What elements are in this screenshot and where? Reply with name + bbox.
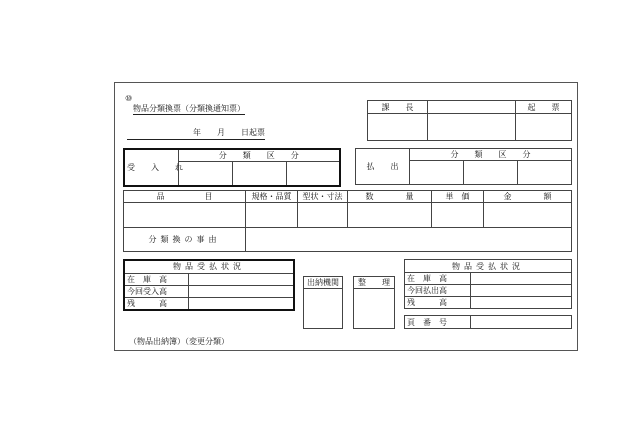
payout-cat-cell-3[interactable]	[518, 161, 572, 185]
receipt-cat-cell-3[interactable]	[286, 162, 340, 186]
spec-header: 規格・品質	[246, 191, 298, 203]
arrange-label: 整 理	[354, 277, 395, 289]
spec-cell[interactable]	[246, 203, 298, 228]
receipt-label: 受 入 れ	[124, 149, 178, 186]
page-number-table	[404, 315, 572, 329]
payout-cat-cell-2[interactable]	[464, 161, 518, 185]
shape-header: 型状・寸法	[298, 191, 348, 203]
right-status-value[interactable]	[471, 285, 572, 297]
payout-table	[355, 148, 572, 185]
chief-stamp-cell[interactable]	[368, 114, 428, 141]
left-status-row-label: 残 高	[124, 297, 188, 310]
office-label: 出納機関	[304, 277, 343, 289]
left-status-row-label: 今回受入高	[124, 285, 188, 297]
shape-cell[interactable]	[298, 203, 348, 228]
receipt-category-header: 分 類 区 分	[178, 149, 340, 162]
left-status-table	[123, 259, 295, 311]
right-status-table	[404, 259, 572, 309]
item-cell[interactable]	[124, 203, 246, 228]
right-status-row-label: 在 庫 高	[405, 273, 471, 285]
left-status-value[interactable]	[188, 297, 294, 310]
page-number-cell[interactable]	[471, 316, 572, 329]
quantity-cell[interactable]	[348, 203, 432, 228]
item-header: 品 目	[124, 191, 246, 203]
footer-note: （物品出納簿）（変更分類）	[129, 337, 229, 346]
amount-cell[interactable]	[484, 203, 572, 228]
reason-cell[interactable]	[246, 228, 572, 252]
office-box	[303, 276, 343, 329]
blank-cell	[428, 114, 516, 141]
amount-header: 金 額	[484, 191, 572, 203]
chief-label: 課 長	[368, 101, 428, 114]
drafter-label: 起 票	[516, 101, 572, 114]
unit-price-header: 単 価	[432, 191, 484, 203]
right-status-value[interactable]	[471, 273, 572, 285]
arrange-stamp-cell[interactable]	[354, 289, 395, 329]
receipt-table	[123, 148, 341, 187]
right-status-row-label: 残 高	[405, 297, 471, 309]
left-status-value[interactable]	[188, 285, 294, 297]
right-status-title: 物品受払状況	[405, 260, 572, 273]
form-sheet	[114, 82, 578, 351]
left-status-row-label: 在 庫 高	[124, 273, 188, 285]
form-title: 物品分類換票（分類換通知票）	[133, 104, 245, 113]
blank-cell	[428, 101, 516, 114]
unit-price-cell[interactable]	[432, 203, 484, 228]
right-status-value[interactable]	[471, 297, 572, 309]
receipt-cat-cell-2[interactable]	[232, 162, 286, 186]
left-status-title: 物品受払状況	[124, 260, 294, 273]
reason-label: 分類換の事由	[124, 228, 246, 252]
right-status-row-label: 今回払出高	[405, 285, 471, 297]
quantity-header: 数 量	[348, 191, 432, 203]
items-table	[123, 190, 572, 252]
payout-category-header: 分 類 区 分	[410, 149, 572, 161]
office-stamp-cell[interactable]	[304, 289, 343, 329]
drafter-stamp-cell[interactable]	[516, 114, 572, 141]
payout-cat-cell-1[interactable]	[410, 161, 464, 185]
approval-table	[367, 100, 572, 141]
date-line: 年 月 日起票	[127, 129, 265, 140]
arrange-box	[353, 276, 395, 329]
payout-label: 払 出	[356, 149, 410, 185]
left-status-value[interactable]	[188, 273, 294, 285]
form-number: ⑩	[125, 94, 133, 103]
page-number-label: 頁 番 号	[405, 316, 471, 329]
